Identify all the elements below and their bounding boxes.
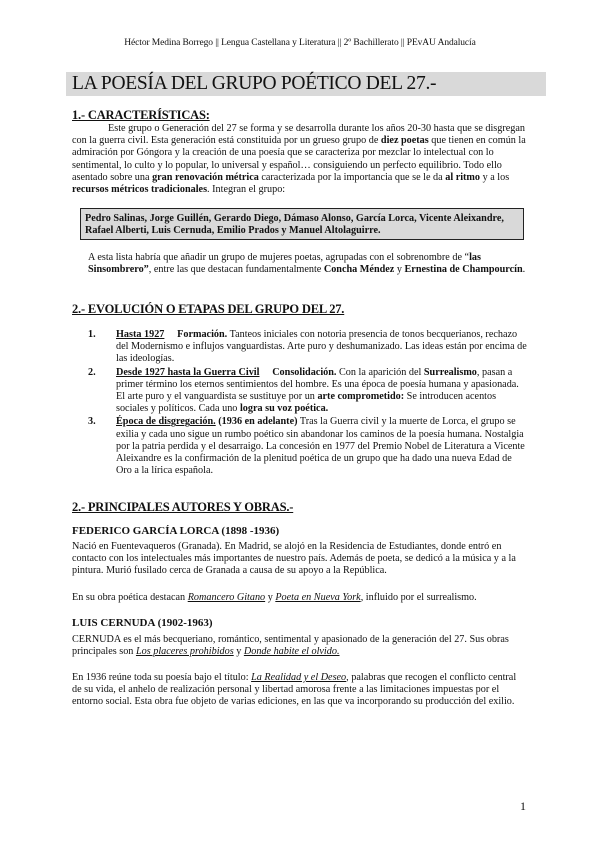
stage-number: 1. bbox=[88, 329, 96, 340]
cernuda-bio-paragraph: CERNUDA es el más becqueriano, romántico, sentimental y apasionado de la generación del 27. Sus obras principales son Los placeres prohibidos y Donde habite el olvido. bbox=[72, 634, 509, 658]
lorca-bio-paragraph: Nació en Fuentevaqueros (Granada). En Madrid, se alojó en la Residencia de Estudiantes, donde entró en contacto con los intelectuales más importantes de nuestro país. Además de poeta, se dedicó a la música y a la pintura. Murió fusilado cerca de Granada a causa de su apoyo a la República. bbox=[72, 541, 516, 577]
work-title: Poeta en Nueva York bbox=[275, 592, 361, 603]
document-title: LA POESÍA DEL GRUPO POÉTICO DEL 27.- bbox=[66, 72, 546, 96]
work-title: Los placeres prohibidos bbox=[135, 646, 234, 658]
characteristics-paragraph: Este grupo o Generación del 27 se forma y se desarrolla durante los años 20-30 hasta que se disgregan con la guerra civil. Esta generación está constituida por un grueso grupo de diez poetas que tienen en común la admiración por Góngora y la creación de una poesía que se caracteriza por mezclar lo intelectual con lo sentimental, lo culto y lo popular, lo universal y español… consiguiendo un perfecto equilibrio. Todo ello asentado sobre una gran renovación métrica caracterizada por la importancia que se le da al ritmo y a los recursos métricos tradicionales. Integran el grupo: bbox=[72, 123, 526, 196]
section-heading-evolucion: 2.- EVOLUCIÓN O ETAPAS DEL GRUPO DEL 27. bbox=[72, 302, 345, 316]
work-title: Donde habite el olvido. bbox=[243, 646, 340, 658]
cernuda-works-paragraph: En 1936 reúne toda su poesía bajo el título: La Realidad y el Deseo, palabras que recogen el conflicto central de su vida, el anhelo de realización personal y libertad amorosa frente a las limitaciones impuestas por el entorno social. Esta obra fue objeto de varias ediciones, en las que va incorporando su producción del exilio. bbox=[72, 672, 517, 708]
page-number: 1 bbox=[520, 799, 526, 813]
author-heading-cernuda: LUIS CERNUDA (1902-1963) bbox=[72, 617, 213, 629]
stage-item-2: 2. Desde 1927 hasta la Guerra Civil Consolidación. Con la aparición del Surrealismo, pasan a primer término los eternos sentimientos del hombre. Es una época de poesía humana y apasionada. El arte puro y el vanguardista se sustituye por un arte comprometido: Se introducen acentos sociales y políticos. Cada uno logra su voz poética. bbox=[88, 366, 519, 415]
section-heading-autores: 2.- PRINCIPALES AUTORES Y OBRAS.- bbox=[72, 500, 294, 514]
stage-name: (1936 en adelante) bbox=[218, 416, 298, 428]
stage-item-3: 3. Época de disgregación. (1936 en adelante) Tras la Guerra civil y la muerte de Lorca, el grupo se exilia y cada uno sigue un rumbo poético sin abandonar los caminos de la poesía humana. Nostalgia por la patria perdida y el desarraigo. La concesión en 1977 del Premio Nobel de Literatura a Vicente Aleixandre es la confirmación de la plenitud poética de un grupo que ha dado una nueva Edad de Oro a la lírica española. bbox=[88, 416, 525, 477]
section-heading-caracteristicas: 1.- CARACTERÍSTICAS: bbox=[72, 108, 210, 122]
group-members-box: Pedro Salinas, Jorge Guillén, Gerardo Diego, Dámaso Alonso, García Lorca, Vicente Aleixandre, Rafael Alberti, Luis Cernuda, Emilio Prados y Manuel Altolaguirre. bbox=[80, 208, 524, 240]
stage-period: Desde 1927 hasta la Guerra Civil bbox=[116, 366, 260, 378]
stage-period: Hasta 1927 bbox=[116, 329, 165, 340]
stages-list bbox=[88, 329, 528, 478]
stage-number: 3. bbox=[88, 416, 96, 428]
work-title: Romancero Gitano bbox=[187, 592, 266, 603]
stage-name: Formación. bbox=[177, 329, 228, 340]
stage-period: Época de disgregación. bbox=[116, 416, 216, 428]
work-title: La Realidad y el Deseo bbox=[251, 672, 347, 683]
author-heading-lorca: FEDERICO GARCÍA LORCA (1898 -1936) bbox=[72, 525, 280, 537]
stage-number: 2. bbox=[88, 366, 96, 378]
stage-name: Consolidación. bbox=[272, 366, 337, 378]
lorca-works-paragraph: En su obra poética destacan Romancero Gitano y Poeta en Nueva York, influido por el surrealismo. bbox=[72, 592, 477, 603]
stage-item-1: 1. Hasta 1927 Formación. Tanteos iniciales con notoria presencia de tonos becquerianos, rechazo del Modernismo e influjos vanguardistas. Arte puro y deshumanizado. Las ideas están por encima de las ideologías. bbox=[88, 329, 527, 365]
running-head: Héctor Medina Borrego || Lengua Castellana y Literatura || 2º Bachillerato || PEvAU Andalucía bbox=[124, 38, 476, 48]
women-poets-paragraph: A esta lista habría que añadir un grupo de mujeres poetas, agrupadas con el sobrenombre de “las Sinsombrero”, entre las que destacan fundamentalmente Concha Méndez y Ernestina de Champourcín. bbox=[88, 252, 526, 276]
